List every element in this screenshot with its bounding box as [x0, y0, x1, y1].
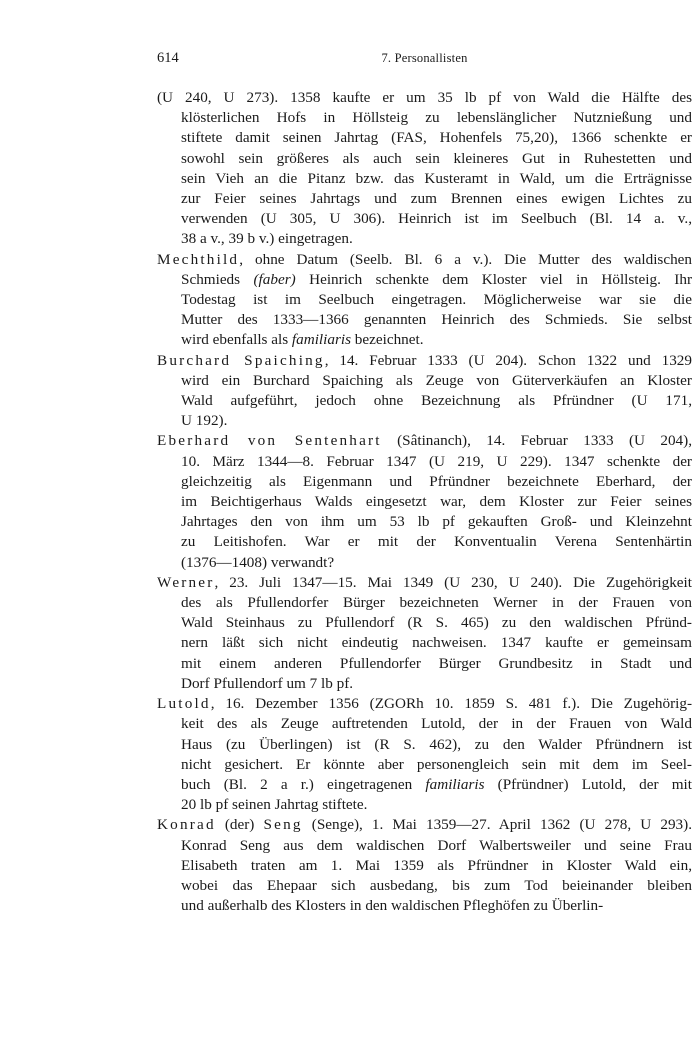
person-name: Konrad	[157, 816, 216, 834]
text-run: 38 a v., 39 b v.) eingetragen.	[181, 230, 353, 248]
text-run: wobei das Ehepaar sich ausbedang, bis zum Tod beieinander bleiben	[181, 876, 692, 894]
text-run: , 23. Juli 1347—15. Mai 1349 (U 230, U 240). Die Zugehörigkeit	[214, 573, 692, 591]
text-run: zu Leitishofen. War er mit der Konventualin Verena Sentenhärtin	[181, 533, 692, 551]
text-line	[157, 431, 692, 451]
text-line	[157, 229, 692, 249]
person-entry	[157, 573, 692, 694]
text-run: , 16. Dezember 1356 (ZGORh 10. 1859 S. 481 f.). Die Zugehörig-	[210, 695, 692, 713]
text-line	[157, 108, 692, 128]
person-entry	[157, 694, 692, 815]
person-name: Seng	[263, 816, 303, 834]
person-entry	[157, 88, 692, 250]
text-line	[157, 876, 692, 896]
page-body	[157, 88, 692, 916]
text-run: Elisabeth traten am 1. Mai 1359 als Pfründner in Kloster Wald ein,	[181, 856, 692, 874]
text-run: (Pfründner) Lutold, der mit	[484, 775, 692, 793]
text-run: Haus (zu Überlingen) ist (R S. 462), zu den Walder Pfründnern ist	[181, 735, 692, 753]
text-run: wird ein Burchard Spaiching als Zeuge von Güterverkäufen an Kloster	[181, 371, 692, 389]
page-number: 614	[157, 50, 179, 66]
text-run: mit einem anderen Pfullendorfer Bürger Grundbesitz in Stadt und	[181, 654, 692, 672]
text-run: bezeichnet.	[351, 331, 424, 349]
text-run: , ohne Datum (Seelb. Bl. 6 a v.). Die Mutter des waldischen	[239, 250, 692, 268]
person-name: Burchard Spaiching	[157, 351, 325, 369]
text-run: buch (Bl. 2 a r.) eingetragenen	[181, 775, 426, 793]
text-run: klösterlichen Hofs in Höllsteig zu lebenslänglicher Nutznießung und	[181, 109, 692, 127]
text-line	[157, 896, 692, 916]
text-run: nern läßt sich nicht eindeutig nachweisen. 1347 kaufte er gemeinsam	[181, 634, 692, 652]
text-run: des als Pfullendorfer Bürger bezeichneten Werner in der Frauen von	[181, 594, 692, 612]
person-name: Lutold	[157, 695, 211, 713]
text-run: 10. März 1344—8. Februar 1347 (U 219, U 229). 1347 schenkte der	[181, 452, 692, 470]
text-line	[157, 411, 692, 431]
text-run: Dorf Pfullendorf um 7 lb pf.	[181, 674, 354, 692]
text-line	[157, 391, 692, 411]
person-name: Mechthild	[157, 250, 240, 268]
text-run: und außerhalb des Klosters in den waldischen Pfleghöfen zu Überlin-	[181, 897, 604, 915]
text-run: (Sâtinanch), 14. Februar 1333 (U 204),	[381, 432, 693, 450]
text-line	[157, 836, 692, 856]
text-run: zur Feier seines Jahrtags und zum Brennen eines ewigen Lichtes zu	[181, 190, 692, 208]
text-line	[157, 593, 692, 613]
text-line	[157, 189, 692, 209]
text-line	[157, 654, 692, 674]
person-name: Eberhard von Sentenhart	[157, 432, 382, 450]
text-run: gleichzeitig als Eigenmann und Pfründner bezeichnete Eberhard, der	[181, 472, 692, 490]
text-line	[157, 250, 692, 270]
text-run: U 192).	[181, 412, 228, 430]
text-line	[157, 512, 692, 532]
text-line	[157, 452, 692, 472]
text-line	[157, 330, 692, 350]
text-run: Mutter des 1333—1366 genannten Heinrich des Schmieds. Sie selbst	[181, 311, 692, 329]
text-line	[157, 694, 692, 714]
text-run: verwenden (U 305, U 306). Heinrich ist im Seelbuch (Bl. 14 a. v.,	[181, 210, 692, 228]
text-line	[157, 573, 692, 593]
text-line	[157, 128, 692, 148]
text-line	[157, 856, 692, 876]
text-run: nicht gesichert. Er könnte aber personengleich sein mit dem im Seel-	[181, 755, 692, 773]
text-line	[157, 209, 692, 229]
text-run: Konrad Seng aus dem waldischen Dorf Walbertsweiler und seine Frau	[181, 836, 692, 854]
text-run: im Beichtigerhaus Walds eingesetzt war, dem Kloster zur Feier seines	[181, 493, 692, 511]
person-entry	[157, 351, 692, 432]
text-run: , 14. Februar 1333 (U 204). Schon 1322 und 1329	[324, 351, 692, 369]
text-run: (1376—1408) verwandt?	[181, 553, 335, 571]
text-line	[157, 88, 692, 108]
text-line	[157, 613, 692, 633]
text-line	[157, 735, 692, 755]
text-run: Heinrich schenkte dem Kloster viel in Höllsteig. Ihr	[295, 270, 693, 288]
text-line	[157, 714, 692, 734]
text-run: stiftete damit seinen Jahrtag (FAS, Hohenfels 75,20), 1366 schenkte er	[181, 129, 692, 147]
text-run: (der)	[215, 816, 264, 834]
person-entry	[157, 815, 692, 916]
running-head: 7. Personallisten	[381, 51, 468, 65]
text-run: (Senge), 1. Mai 1359—27. April 1362 (U 278, U 293).	[302, 816, 692, 834]
text-line	[157, 149, 692, 169]
text-line	[157, 775, 692, 795]
page-header	[157, 50, 692, 70]
text-run: 20 lb pf seinen Jahrtag stiftete.	[181, 796, 368, 814]
text-run: sein Vieh an die Pitanz bzw. das Kusteramt in Wald, um die Erträgnisse	[181, 169, 692, 187]
person-entry	[157, 431, 692, 572]
text-run: Jahrtages den von ihm um 53 lb pf gekauften Groß- und Kleinzehnt	[181, 513, 692, 531]
text-line	[157, 755, 692, 775]
text-line	[157, 553, 692, 573]
person-name: Werner	[157, 573, 215, 591]
text-run: Wald Steinhaus zu Pfullendorf (R S. 465) zu den waldischen Pfründ-	[181, 614, 692, 632]
text-line	[157, 270, 692, 290]
italic-term: familiaris	[291, 331, 351, 349]
person-entry	[157, 250, 692, 351]
text-line	[157, 815, 692, 835]
text-run: Wald aufgeführt, jedoch ohne Bezeichnung als Pfründner (U 171,	[181, 392, 692, 410]
text-line	[157, 532, 692, 552]
italic-term: familiaris	[425, 775, 485, 793]
text-run: Todestag ist im Seelbuch eingetragen. Möglicherweise war sie die	[181, 291, 692, 309]
text-run: (U 240, U 273). 1358 kaufte er um 35 lb pf von Wald die Hälfte des	[157, 89, 692, 106]
text-line	[157, 674, 692, 694]
text-line	[157, 169, 692, 189]
text-run: keit des als Zeuge auftretenden Lutold, der in der Frauen von Wald	[181, 715, 692, 733]
text-line	[157, 492, 692, 512]
text-line	[157, 371, 692, 391]
text-line	[157, 310, 692, 330]
text-run: Schmieds	[181, 270, 254, 288]
text-run: wird ebenfalls als	[181, 331, 292, 349]
text-line	[157, 290, 692, 310]
italic-term: (faber)	[253, 270, 296, 288]
text-line	[157, 351, 692, 371]
text-line	[157, 633, 692, 653]
text-line	[157, 472, 692, 492]
text-run: sowohl sein größeres als auch sein kleineres Gut in Ruhestetten und	[181, 149, 692, 167]
text-line	[157, 795, 692, 815]
